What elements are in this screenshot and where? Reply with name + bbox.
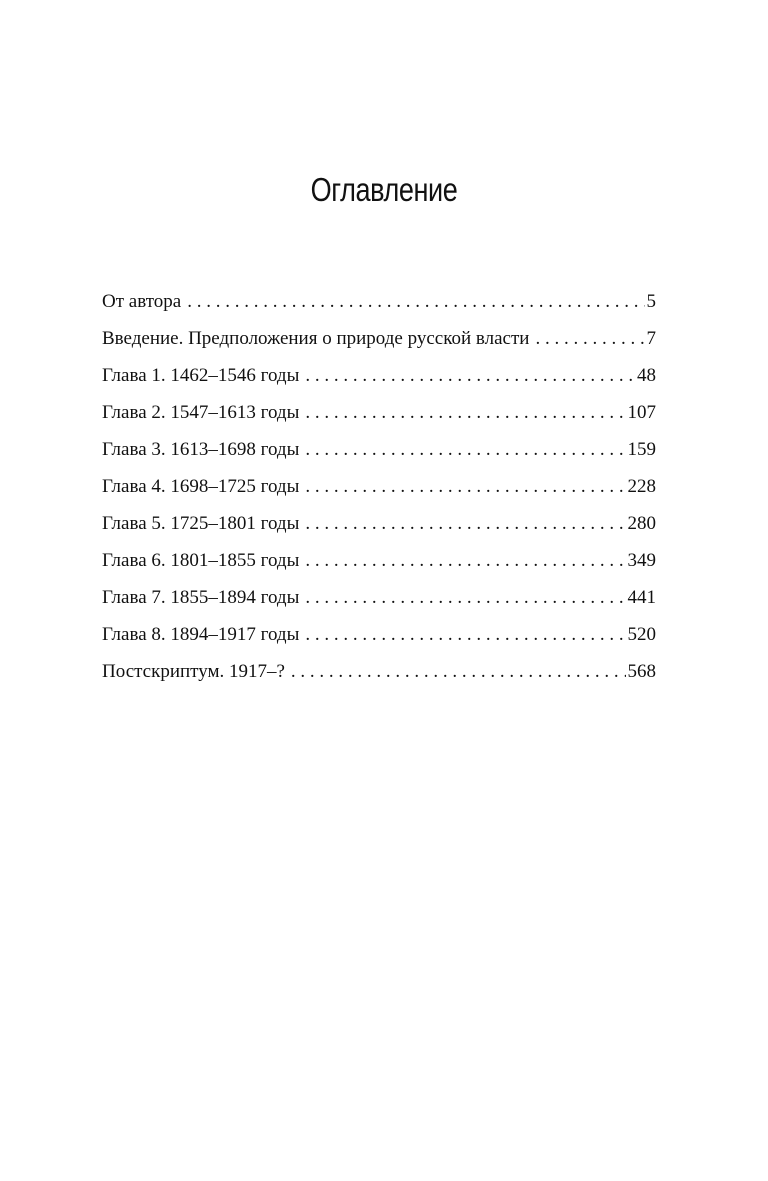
toc-entry-label: Глава 2. 1547–1613 годы — [102, 402, 300, 423]
toc-entry-chapter-7[interactable] — [102, 579, 656, 616]
toc-entry-page-number: 280 — [627, 513, 656, 534]
toc-entry-chapter-8[interactable] — [102, 616, 656, 653]
toc-entry-postscript[interactable] — [102, 653, 656, 690]
toc-entry-label: Глава 7. 1855–1894 годы — [102, 587, 300, 608]
toc-entry-page-number: 107 — [627, 402, 656, 423]
toc-entry-label: Глава 5. 1725–1801 годы — [102, 513, 300, 534]
dot-leader — [187, 283, 644, 320]
table-of-contents — [102, 283, 656, 690]
toc-entry-page-number: 349 — [627, 550, 656, 571]
toc-entry-label: Глава 1. 1462–1546 годы — [102, 365, 300, 386]
toc-entry-label: От автора — [102, 291, 182, 312]
toc-entry-page-number: 520 — [627, 624, 656, 645]
dot-leader — [305, 616, 625, 653]
toc-entry-chapter-3[interactable] — [102, 431, 656, 468]
toc-entry-page-number: 441 — [627, 587, 656, 608]
toc-entry-author-note[interactable] — [102, 283, 656, 320]
toc-entry-label: Глава 4. 1698–1725 годы — [102, 476, 300, 497]
dot-leader — [305, 394, 625, 431]
toc-entry-label: Глава 6. 1801–1855 годы — [102, 550, 300, 571]
page-title: Оглавление — [310, 171, 458, 208]
toc-entry-introduction[interactable] — [102, 320, 656, 357]
dot-leader — [535, 320, 644, 357]
toc-entry-chapter-4[interactable] — [102, 468, 656, 505]
toc-entry-page-number: 228 — [627, 476, 656, 497]
toc-entry-chapter-6[interactable] — [102, 542, 656, 579]
toc-entry-chapter-2[interactable] — [102, 394, 656, 431]
toc-entry-page-number: 568 — [627, 661, 656, 682]
toc-entry-page-number: 48 — [637, 365, 656, 386]
toc-entry-page-number: 7 — [646, 328, 656, 349]
dot-leader — [305, 431, 625, 468]
dot-leader — [305, 542, 625, 579]
toc-entry-label: Глава 8. 1894–1917 годы — [102, 624, 300, 645]
dot-leader — [305, 505, 625, 542]
toc-entry-page-number: 159 — [627, 439, 656, 460]
toc-entry-chapter-1[interactable] — [102, 357, 656, 394]
dot-leader — [305, 579, 625, 616]
dot-leader — [305, 468, 625, 505]
toc-entry-chapter-5[interactable] — [102, 505, 656, 542]
toc-entry-label: Постскриптум. 1917–? — [102, 661, 285, 682]
toc-entry-label: Введение. Предположения о природе русской власти — [102, 328, 530, 349]
toc-entry-page-number: 5 — [646, 291, 656, 312]
toc-entry-label: Глава 3. 1613–1698 годы — [102, 439, 300, 460]
dot-leader — [305, 357, 635, 394]
dot-leader — [291, 653, 626, 690]
